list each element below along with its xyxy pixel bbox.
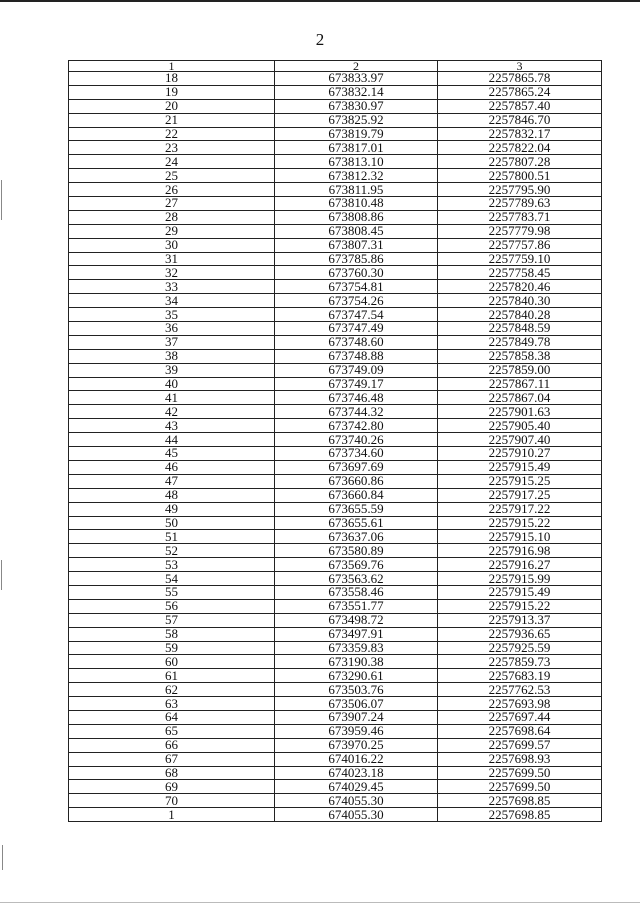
point-number-cell: 1	[69, 808, 275, 822]
y-coordinate-cell: 2257915.22	[438, 516, 602, 530]
table-row	[69, 377, 602, 391]
x-coordinate-cell: 673660.84	[275, 488, 438, 502]
table-row	[69, 363, 602, 377]
table-row	[69, 794, 602, 808]
point-number-cell: 51	[69, 530, 275, 544]
point-number-cell: 21	[69, 113, 275, 127]
y-coordinate-cell: 2257758.45	[438, 266, 602, 280]
y-coordinate-cell: 2257795.90	[438, 183, 602, 197]
point-number-cell: 54	[69, 572, 275, 586]
point-number-cell: 32	[69, 266, 275, 280]
x-coordinate-cell: 673817.01	[275, 141, 438, 155]
table-row	[69, 210, 602, 224]
y-coordinate-cell: 2257915.22	[438, 599, 602, 613]
table-row	[69, 460, 602, 474]
y-coordinate-cell: 2257905.40	[438, 419, 602, 433]
x-coordinate-cell: 673830.97	[275, 99, 438, 113]
y-coordinate-cell: 2257925.59	[438, 641, 602, 655]
x-coordinate-cell: 674023.18	[275, 766, 438, 780]
y-coordinate-cell: 2257913.37	[438, 613, 602, 627]
point-number-cell: 28	[69, 210, 275, 224]
point-number-cell: 58	[69, 627, 275, 641]
point-number-cell: 67	[69, 752, 275, 766]
point-number-cell: 68	[69, 766, 275, 780]
point-number-cell: 62	[69, 683, 275, 697]
table-row	[69, 141, 602, 155]
x-coordinate-cell: 674029.45	[275, 780, 438, 794]
point-number-cell: 61	[69, 669, 275, 683]
x-coordinate-cell: 673754.26	[275, 294, 438, 308]
point-number-cell: 25	[69, 169, 275, 183]
table-row	[69, 419, 602, 433]
table-row	[69, 530, 602, 544]
x-coordinate-cell: 673655.59	[275, 502, 438, 516]
x-coordinate-cell: 673637.06	[275, 530, 438, 544]
x-coordinate-cell: 673785.86	[275, 252, 438, 266]
point-number-cell: 46	[69, 460, 275, 474]
y-coordinate-cell: 2257915.49	[438, 585, 602, 599]
bottom-page-edge	[0, 902, 640, 903]
point-number-cell: 47	[69, 474, 275, 488]
x-coordinate-cell: 673506.07	[275, 697, 438, 711]
table-row	[69, 544, 602, 558]
table-row	[69, 752, 602, 766]
table-row	[69, 613, 602, 627]
x-coordinate-cell: 673744.32	[275, 405, 438, 419]
page-number: 2	[315, 30, 325, 49]
x-coordinate-cell: 673748.60	[275, 335, 438, 349]
x-coordinate-cell: 673749.17	[275, 377, 438, 391]
x-coordinate-cell: 673813.10	[275, 155, 438, 169]
x-coordinate-cell: 674055.30	[275, 808, 438, 822]
y-coordinate-cell: 2257915.10	[438, 530, 602, 544]
table-row	[69, 516, 602, 530]
y-coordinate-cell: 2257762.53	[438, 683, 602, 697]
y-coordinate-cell: 2257840.28	[438, 308, 602, 322]
point-number-cell: 52	[69, 544, 275, 558]
y-coordinate-cell: 2257916.98	[438, 544, 602, 558]
point-number-cell: 22	[69, 127, 275, 141]
scan-margin-mark	[2, 845, 3, 870]
x-coordinate-cell: 673697.69	[275, 460, 438, 474]
y-coordinate-cell: 2257907.40	[438, 433, 602, 447]
x-coordinate-cell: 673811.95	[275, 183, 438, 197]
y-coordinate-cell: 2257848.59	[438, 322, 602, 336]
y-coordinate-cell: 2257849.78	[438, 335, 602, 349]
column-header-point: 1	[69, 61, 275, 72]
point-number-cell: 27	[69, 197, 275, 211]
column-header-y: 3	[438, 61, 602, 72]
table-row	[69, 113, 602, 127]
point-number-cell: 66	[69, 738, 275, 752]
x-coordinate-cell: 673819.79	[275, 127, 438, 141]
table-row	[69, 683, 602, 697]
table-row	[69, 697, 602, 711]
y-coordinate-cell: 2257759.10	[438, 252, 602, 266]
x-coordinate-cell: 673746.48	[275, 391, 438, 405]
x-coordinate-cell: 673498.72	[275, 613, 438, 627]
table-row	[69, 558, 602, 572]
table-row	[69, 641, 602, 655]
x-coordinate-cell: 673808.86	[275, 210, 438, 224]
y-coordinate-cell: 2257789.63	[438, 197, 602, 211]
x-coordinate-cell: 673580.89	[275, 544, 438, 558]
table-row	[69, 447, 602, 461]
table-row	[69, 710, 602, 724]
x-coordinate-cell: 673740.26	[275, 433, 438, 447]
x-coordinate-cell: 673655.61	[275, 516, 438, 530]
y-coordinate-cell: 2257846.70	[438, 113, 602, 127]
y-coordinate-cell: 2257683.19	[438, 669, 602, 683]
y-coordinate-cell: 2257820.46	[438, 280, 602, 294]
x-coordinate-cell: 673359.83	[275, 641, 438, 655]
y-coordinate-cell: 2257757.86	[438, 238, 602, 252]
x-coordinate-cell: 673748.88	[275, 349, 438, 363]
x-coordinate-cell: 673832.14	[275, 85, 438, 99]
point-number-cell: 40	[69, 377, 275, 391]
x-coordinate-cell: 673907.24	[275, 710, 438, 724]
table-row	[69, 183, 602, 197]
point-number-cell: 65	[69, 724, 275, 738]
x-coordinate-cell: 673660.86	[275, 474, 438, 488]
table-row	[69, 766, 602, 780]
point-number-cell: 38	[69, 349, 275, 363]
point-number-cell: 43	[69, 419, 275, 433]
point-number-cell: 24	[69, 155, 275, 169]
point-number-cell: 37	[69, 335, 275, 349]
x-coordinate-cell: 673749.09	[275, 363, 438, 377]
y-coordinate-cell: 2257915.25	[438, 474, 602, 488]
x-coordinate-cell: 673742.80	[275, 419, 438, 433]
point-number-cell: 33	[69, 280, 275, 294]
table-row	[69, 488, 602, 502]
x-coordinate-cell: 673810.48	[275, 197, 438, 211]
scan-margin-mark	[1, 180, 2, 220]
y-coordinate-cell: 2257832.17	[438, 127, 602, 141]
table-row	[69, 502, 602, 516]
point-number-cell: 20	[69, 99, 275, 113]
column-header-x: 2	[275, 61, 438, 72]
table-row	[69, 391, 602, 405]
x-coordinate-cell: 673503.76	[275, 683, 438, 697]
y-coordinate-cell: 2257901.63	[438, 405, 602, 419]
y-coordinate-cell: 2257936.65	[438, 627, 602, 641]
y-coordinate-cell: 2257867.04	[438, 391, 602, 405]
y-coordinate-cell: 2257698.93	[438, 752, 602, 766]
point-number-cell: 18	[69, 72, 275, 86]
table-header-row	[69, 61, 602, 72]
x-coordinate-cell: 674016.22	[275, 752, 438, 766]
y-coordinate-cell: 2257693.98	[438, 697, 602, 711]
point-number-cell: 44	[69, 433, 275, 447]
table-row	[69, 99, 602, 113]
y-coordinate-cell: 2257698.85	[438, 808, 602, 822]
table-row	[69, 72, 602, 86]
table-row	[69, 197, 602, 211]
y-coordinate-cell: 2257699.50	[438, 780, 602, 794]
y-coordinate-cell: 2257857.40	[438, 99, 602, 113]
table-row	[69, 155, 602, 169]
point-number-cell: 53	[69, 558, 275, 572]
x-coordinate-cell: 673290.61	[275, 669, 438, 683]
y-coordinate-cell: 2257865.78	[438, 72, 602, 86]
y-coordinate-cell: 2257822.04	[438, 141, 602, 155]
x-coordinate-cell: 673569.76	[275, 558, 438, 572]
y-coordinate-cell: 2257800.51	[438, 169, 602, 183]
x-coordinate-cell: 673970.25	[275, 738, 438, 752]
point-number-cell: 29	[69, 224, 275, 238]
x-coordinate-cell: 673825.92	[275, 113, 438, 127]
point-number-cell: 56	[69, 599, 275, 613]
x-coordinate-cell: 673812.32	[275, 169, 438, 183]
x-coordinate-cell: 673497.91	[275, 627, 438, 641]
y-coordinate-cell: 2257915.49	[438, 460, 602, 474]
point-number-cell: 39	[69, 363, 275, 377]
table-row	[69, 169, 602, 183]
point-number-cell: 45	[69, 447, 275, 461]
table-row	[69, 724, 602, 738]
table-row	[69, 669, 602, 683]
y-coordinate-cell: 2257865.24	[438, 85, 602, 99]
table-row	[69, 738, 602, 752]
table-row	[69, 85, 602, 99]
table-row	[69, 224, 602, 238]
y-coordinate-cell: 2257699.57	[438, 738, 602, 752]
x-coordinate-cell: 673807.31	[275, 238, 438, 252]
y-coordinate-cell: 2257699.50	[438, 766, 602, 780]
x-coordinate-cell: 673833.97	[275, 72, 438, 86]
table-row	[69, 780, 602, 794]
point-number-cell: 30	[69, 238, 275, 252]
y-coordinate-cell: 2257867.11	[438, 377, 602, 391]
x-coordinate-cell: 673190.38	[275, 655, 438, 669]
x-coordinate-cell: 673558.46	[275, 585, 438, 599]
point-number-cell: 42	[69, 405, 275, 419]
y-coordinate-cell: 2257916.27	[438, 558, 602, 572]
scan-margin-mark	[1, 560, 2, 590]
y-coordinate-cell: 2257915.99	[438, 572, 602, 586]
table-row	[69, 627, 602, 641]
table-row	[69, 294, 602, 308]
table-row	[69, 655, 602, 669]
table-row	[69, 280, 602, 294]
table-row	[69, 335, 602, 349]
table-row	[69, 599, 602, 613]
table-row	[69, 433, 602, 447]
y-coordinate-cell: 2257910.27	[438, 447, 602, 461]
point-number-cell: 50	[69, 516, 275, 530]
table-row	[69, 252, 602, 266]
y-coordinate-cell: 2257859.73	[438, 655, 602, 669]
y-coordinate-cell: 2257917.22	[438, 502, 602, 516]
y-coordinate-cell: 2257783.71	[438, 210, 602, 224]
point-number-cell: 55	[69, 585, 275, 599]
table-row	[69, 585, 602, 599]
x-coordinate-cell: 673734.60	[275, 447, 438, 461]
point-number-cell: 63	[69, 697, 275, 711]
table-row	[69, 266, 602, 280]
x-coordinate-cell: 673959.46	[275, 724, 438, 738]
coordinates-table	[68, 60, 602, 822]
point-number-cell: 26	[69, 183, 275, 197]
y-coordinate-cell: 2257840.30	[438, 294, 602, 308]
y-coordinate-cell: 2257698.85	[438, 794, 602, 808]
table-row	[69, 572, 602, 586]
point-number-cell: 57	[69, 613, 275, 627]
y-coordinate-cell: 2257917.25	[438, 488, 602, 502]
table-row	[69, 322, 602, 336]
point-number-cell: 64	[69, 710, 275, 724]
table-row	[69, 308, 602, 322]
point-number-cell: 41	[69, 391, 275, 405]
point-number-cell: 49	[69, 502, 275, 516]
point-number-cell: 60	[69, 655, 275, 669]
point-number-cell: 35	[69, 308, 275, 322]
x-coordinate-cell: 673760.30	[275, 266, 438, 280]
table-row	[69, 405, 602, 419]
top-page-edge	[0, 0, 640, 2]
point-number-cell: 34	[69, 294, 275, 308]
y-coordinate-cell: 2257858.38	[438, 349, 602, 363]
point-number-cell: 31	[69, 252, 275, 266]
x-coordinate-cell: 673551.77	[275, 599, 438, 613]
y-coordinate-cell: 2257807.28	[438, 155, 602, 169]
table-row	[69, 127, 602, 141]
y-coordinate-cell: 2257859.00	[438, 363, 602, 377]
x-coordinate-cell: 673754.81	[275, 280, 438, 294]
table-row	[69, 808, 602, 822]
point-number-cell: 48	[69, 488, 275, 502]
table-row	[69, 349, 602, 363]
point-number-cell: 69	[69, 780, 275, 794]
table-row	[69, 474, 602, 488]
point-number-cell: 19	[69, 85, 275, 99]
x-coordinate-cell: 673808.45	[275, 224, 438, 238]
y-coordinate-cell: 2257698.64	[438, 724, 602, 738]
x-coordinate-cell: 673747.54	[275, 308, 438, 322]
table-row	[69, 238, 602, 252]
point-number-cell: 59	[69, 641, 275, 655]
x-coordinate-cell: 674055.30	[275, 794, 438, 808]
point-number-cell: 36	[69, 322, 275, 336]
coordinates-table-body	[69, 61, 602, 822]
x-coordinate-cell: 673563.62	[275, 572, 438, 586]
y-coordinate-cell: 2257697.44	[438, 710, 602, 724]
x-coordinate-cell: 673747.49	[275, 322, 438, 336]
y-coordinate-cell: 2257779.98	[438, 224, 602, 238]
point-number-cell: 23	[69, 141, 275, 155]
point-number-cell: 70	[69, 794, 275, 808]
